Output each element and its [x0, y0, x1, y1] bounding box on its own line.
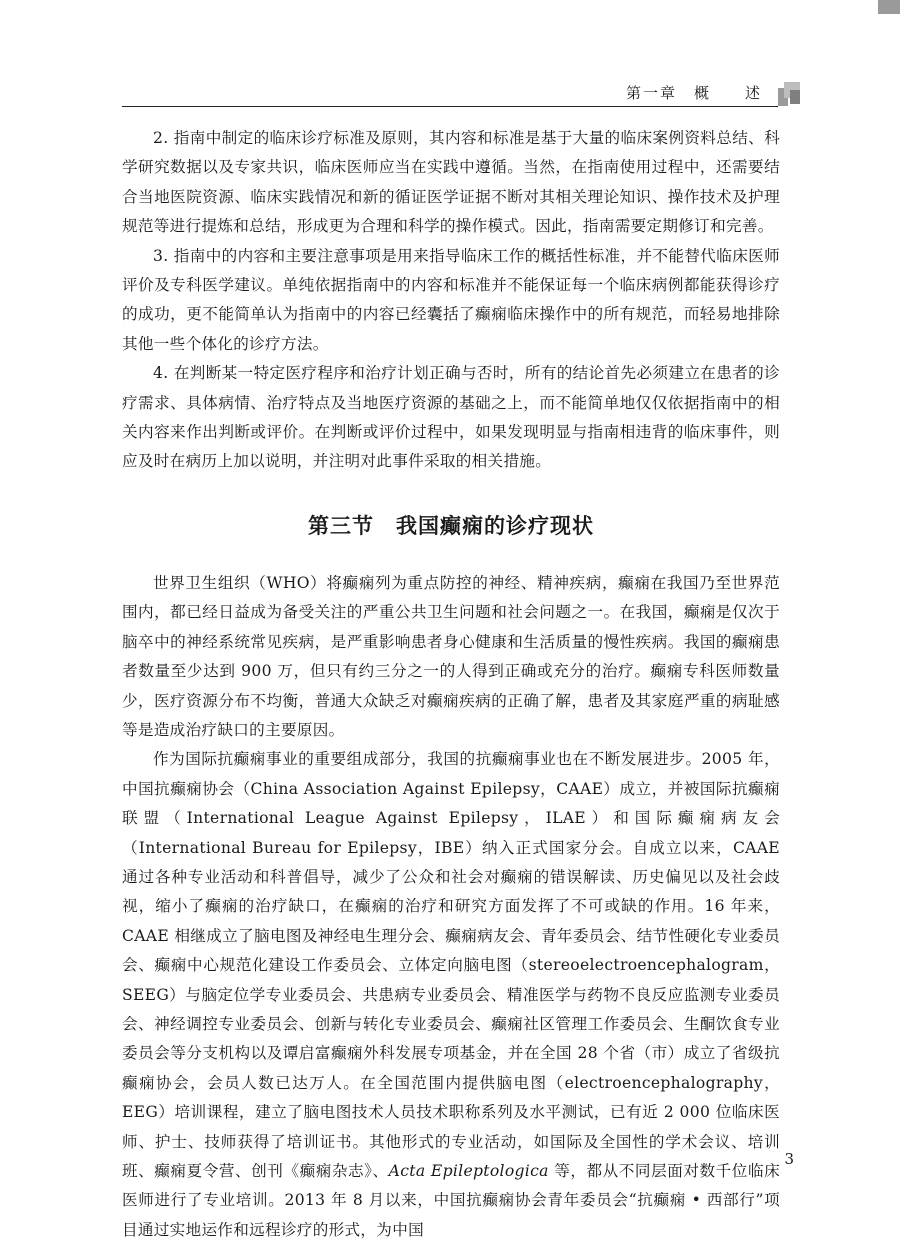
- chapter-label: 第一章 概 述: [625, 84, 762, 102]
- corner-mark: [878, 0, 900, 14]
- header-decoration-icon: [778, 80, 802, 104]
- paragraph-2: 2. 指南中制定的临床诊疗标准及原则，其内容和标准是基于大量的临床案例资料总结、科学研究数据以及专家共识，临床医师应当在实践中遵循。当然，在指南使用过程中，还需要结合当地医院资源、临床实践情况和新的循证医学证据不断对其相关理论知识、操作技术及护理规范等进行提炼和总结，形成更为合理和科学的操作模式。因此，指南需要定期修订和完善。: [122, 129, 780, 236]
- paragraph-4: 4. 在判断某一特定医疗程序和治疗计划正确与否时，所有的结论首先必须建立在患者的诊疗需求、具体病情、治疗特点及当地医疗资源的基础之上，而不能简单地仅仅依据指南中的相关内容来作出判断或评价。在判断或评价过程中，如果发现明显与指南相违背的临床事件，则应及时在病历上加以说明，并注明对此事件采取的相关措施。: [122, 364, 780, 471]
- page-content: [122, 124, 780, 1245]
- section-paragraph-2-text-b: 等，都从不同层面对数千位临床医师进行了专业培训。2013 年 8 月以来，中国抗癫痫协会青年委员会“抗癫痫 • 西部行”项目通过实地运作和远程诊疗的形式，为中国: [122, 1162, 780, 1239]
- section-paragraph-2-text-a: 作为国际抗癫痫事业的重要组成部分，我国的抗癫痫事业也在不断发展进步。2005 年，中国抗癫痫协会（China Association Against Epilepsy，CAAE）成立，并被国际抗癫痫联盟（International League Against Epilepsy，ILAE）和国际癫痫病友会（International Bureau for Epilepsy，IBE）纳入正式国家分会。自成立以来，CAAE 通过各种专业活动和科普倡导，减少了公众和社会对癫痫的错误解读、历史偏见以及社会歧视，缩小了癫痫的治疗缺口，在癫痫的治疗和研究方面发挥了不可或缺的作用。16 年来，CAAE 相继成立了脑电图及神经电生理分会、癫痫病友会、青年委员会、结节性硬化专业委员会、癫痫中心规范化建设工作委员会、立体定向脑电图（stereoelectroencephalogram，SEEG）与脑定位学专业委员会、共患病专业委员会、精准医学与药物不良反应监测专业委员会、神经调控专业委员会、创新与转化专业委员会、癫痫社区管理工作委员会、生酮饮食专业委员会等分支机构以及谭启富癫痫外科发展专项基金，并在全国 28 个省（市）成立了省级抗癫痫协会，会员人数已达万人。在全国范围内提供脑电图（electroencephalography，EEG）培训课程，建立了脑电图技术人员技术职称系列及水平测试，已有近 2 000 位临床医师、护士、技师获得了培训证书。其他形式的专业活动，如国际及全国性的学术会议、培训班、癫痫夏令营、创刊《癫痫杂志》、: [122, 750, 780, 1180]
- section-title: [122, 511, 780, 541]
- journal-title: Acta Epileptologica: [388, 1162, 549, 1180]
- section-name: 我国癫痫的诊疗现状: [396, 513, 594, 538]
- section-number: 第三节: [308, 513, 374, 538]
- running-header: [122, 80, 778, 107]
- paragraph-3: 3. 指南中的内容和主要注意事项是用来指导临床工作的概括性标准，并不能替代临床医师评价及专科医学建议。单纯依据指南中的内容和标准并不能保证每一个临床病例都能获得诊疗的成功，更不能简单认为指南中的内容已经囊括了癫痫临床操作中的所有规范，而轻易地排除其他一些个体化的诊疗方法。: [122, 246, 780, 353]
- section-paragraph-1: 世界卫生组织（WHO）将癫痫列为重点防控的神经、精神疾病，癫痫在我国乃至世界范围内，都已经日益成为备受关注的严重公共卫生问题和社会问题之一。在我国，癫痫是仅次于脑卒中的神经系统常见疾病，是严重影响患者身心健康和生活质量的慢性疾病。我国的癫痫患者数量至少达到 900 万，但只有约三分之一的人得到正确或充分的治疗。癫痫专科医师数量少，医疗资源分布不均衡，普通大众缺乏对癫痫疾病的正确了解，患者及其家庭严重的病耻感等是造成治疗缺口的主要原因。: [122, 573, 780, 739]
- section-paragraph-2: [122, 745, 780, 1245]
- page-number: 3: [784, 1150, 794, 1168]
